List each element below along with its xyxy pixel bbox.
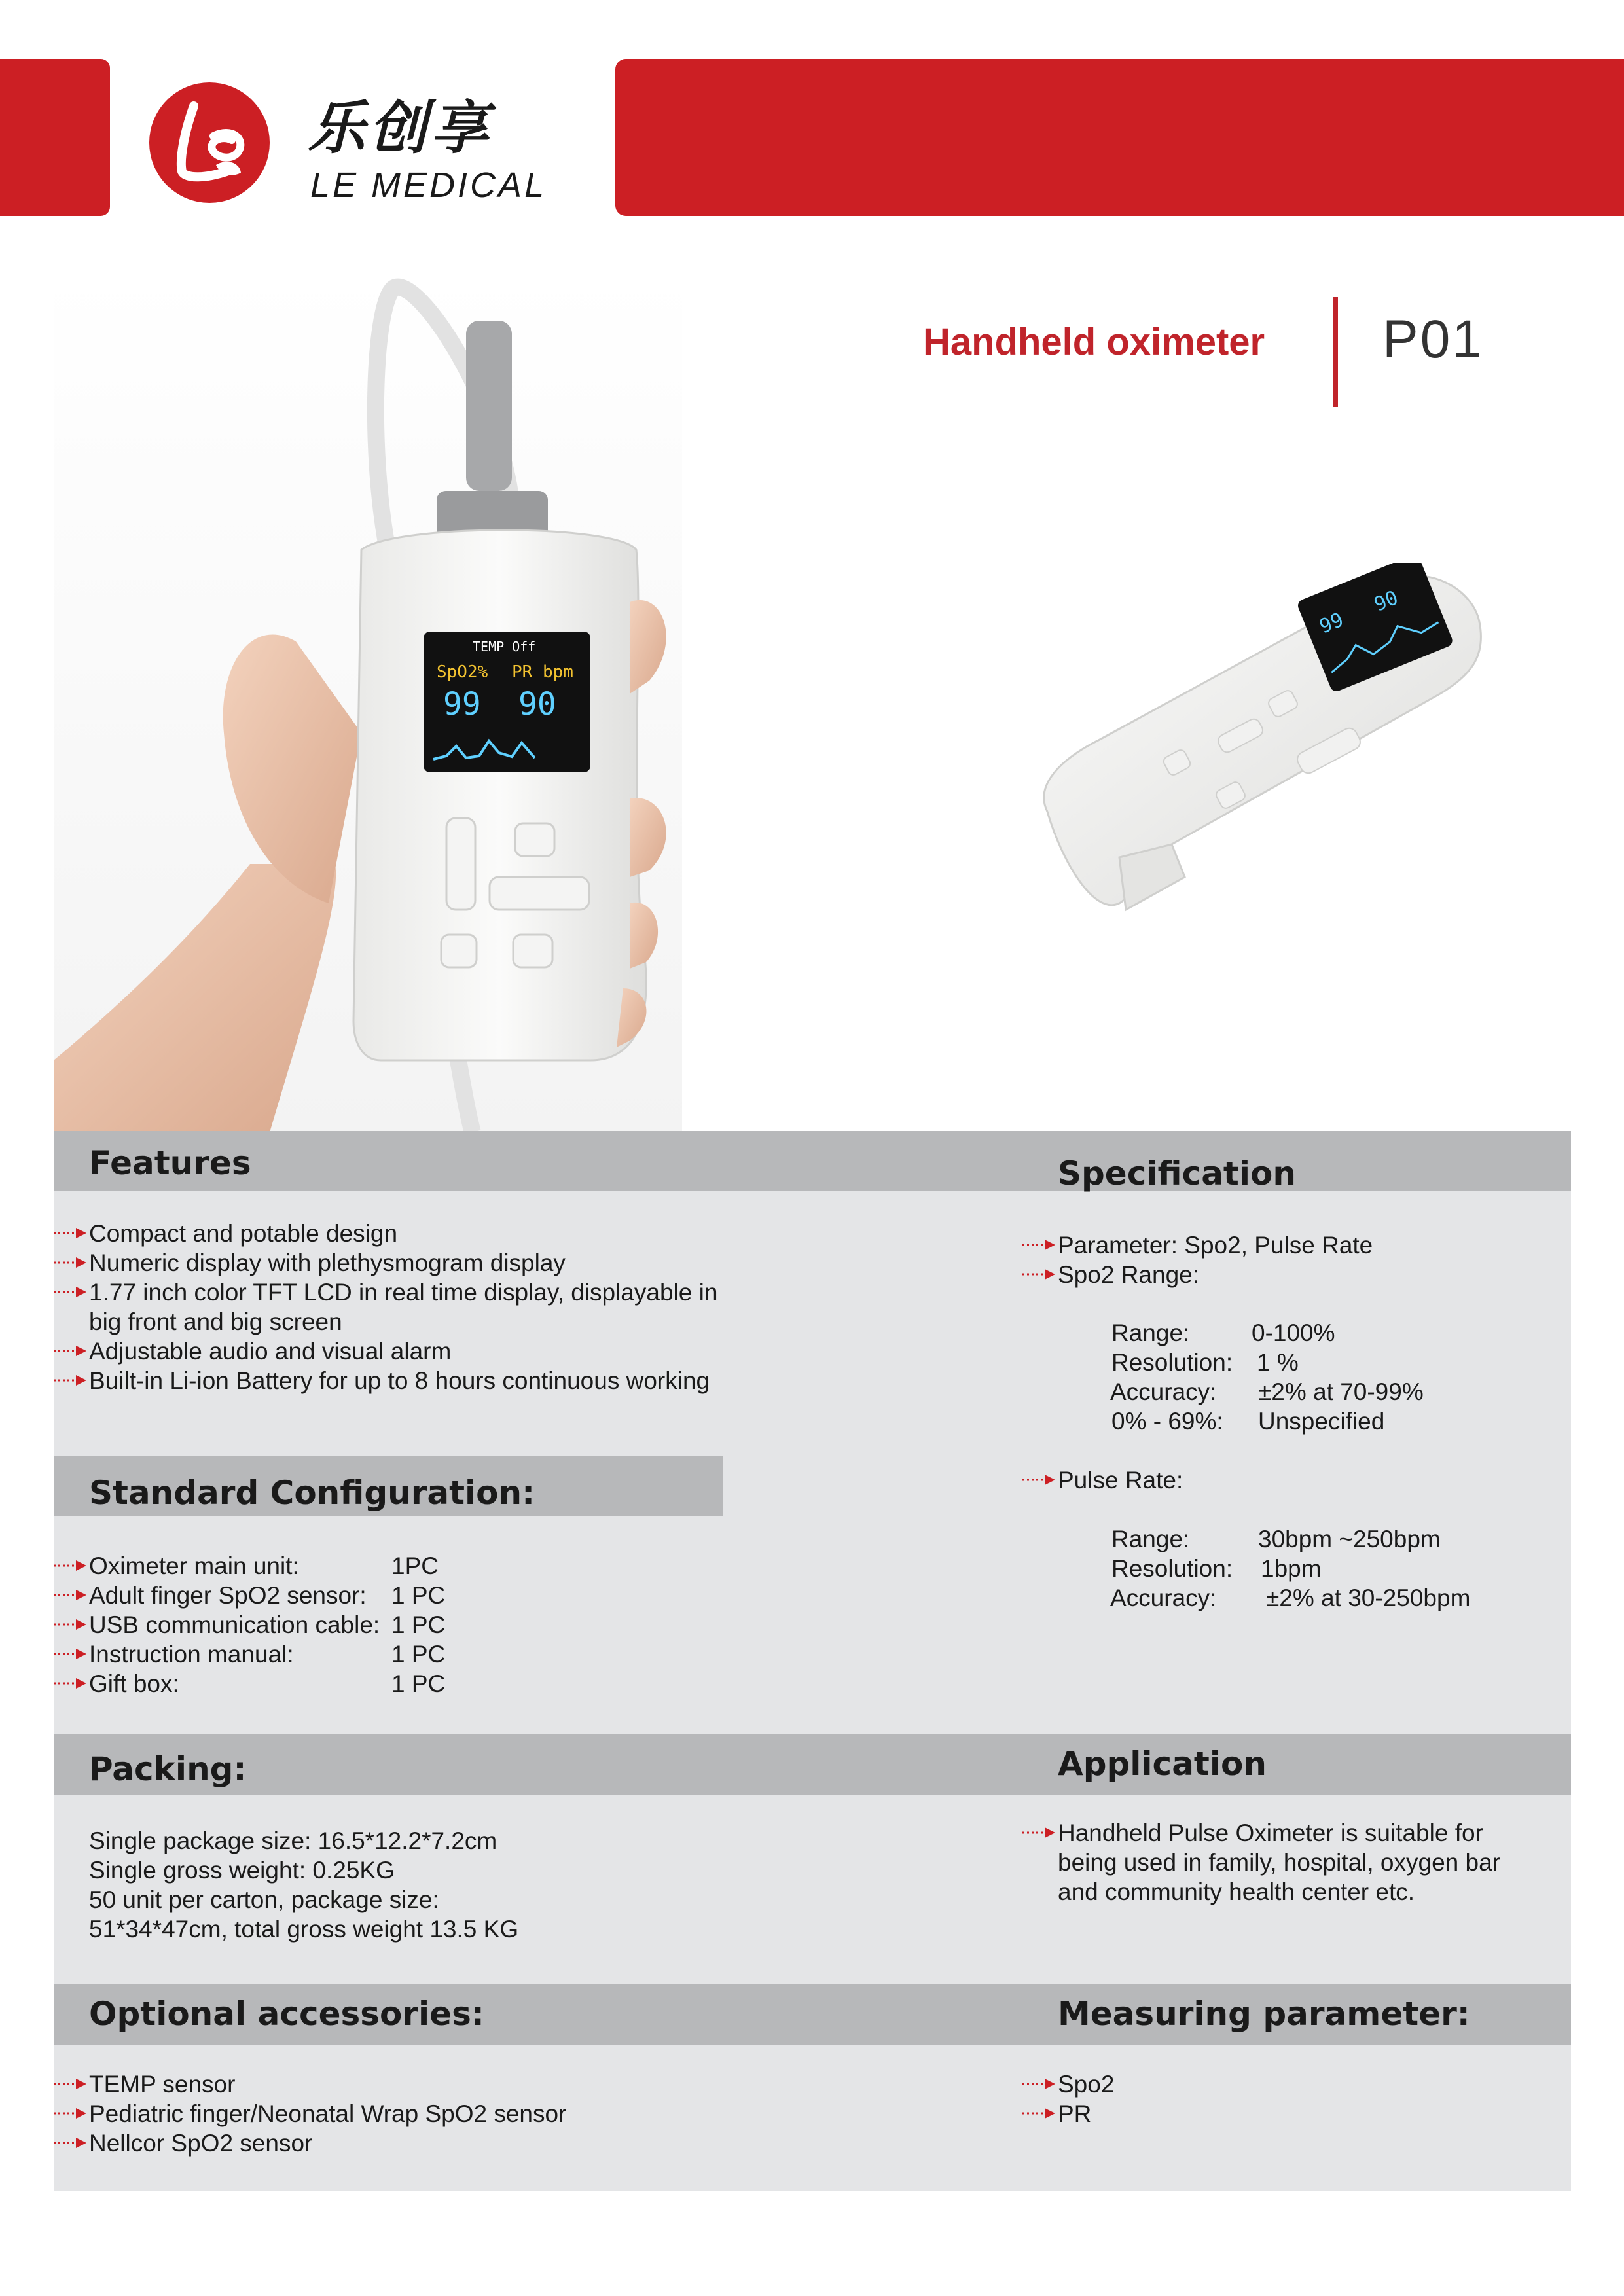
accessory-item: Nellcor SpO2 sensor (89, 2130, 313, 2157)
features-item: Numeric display with plethysmogram display (89, 1249, 566, 1276)
arrow-bullet-icon (54, 1374, 89, 1387)
arrow-bullet-icon (54, 1647, 89, 1660)
arrow-bullet-icon (1022, 1238, 1058, 1251)
arrow-bullet-icon (54, 1588, 89, 1602)
spec-spo2-label: 0% - 69%: (1111, 1408, 1223, 1435)
svg-text:90: 90 (518, 686, 556, 723)
application-line: being used in family, hospital, oxygen bar (1058, 1849, 1500, 1876)
spec-spo2-label: Resolution: (1111, 1349, 1233, 1376)
spec-spo2-range-heading: Spo2 Range: (1058, 1261, 1200, 1288)
spec-spo2-value: 1 % (1257, 1349, 1299, 1376)
spec-pr-value: 30bpm ~250bpm (1258, 1526, 1441, 1552)
spec-spo2-value: Unspecified (1258, 1408, 1385, 1435)
config-item-qty: 1 PC (391, 1582, 446, 1609)
product-model: P01 (1382, 310, 1484, 369)
arrow-bullet-icon (1022, 1826, 1058, 1839)
svg-text:PR bpm: PR bpm (512, 662, 573, 682)
arrow-bullet-icon (1022, 1268, 1058, 1281)
spec-pr-label: Range: (1111, 1526, 1190, 1552)
config-item-name: Gift box: (89, 1670, 179, 1697)
spec-spo2-label: Range: (1111, 1319, 1190, 1346)
section-header-bar-packing (54, 1734, 1571, 1795)
standard-configuration-title: Standard Configuration: (89, 1474, 535, 1512)
config-item-name: Adult finger SpO2 sensor: (89, 1582, 367, 1609)
svg-text:TEMP Off: TEMP Off (473, 639, 536, 655)
spec-pr-label: Accuracy: (1110, 1585, 1217, 1611)
arrow-bullet-icon (54, 1677, 89, 1690)
features-item: Built-in Li-ion Battery for up to 8 hours continuous working (89, 1367, 710, 1394)
header-bar-left (0, 59, 110, 216)
arrow-bullet-icon (54, 2136, 89, 2149)
svg-text:SpO2%: SpO2% (437, 662, 488, 682)
svg-text:90: 90 (1371, 586, 1401, 617)
arrow-bullet-icon (54, 1285, 89, 1299)
spec-pr-value: 1bpm (1261, 1555, 1322, 1582)
measuring-parameter-title: Measuring parameter: (1058, 1995, 1470, 2033)
arrow-bullet-icon (1022, 1473, 1058, 1486)
spec-spo2-value: ±2% at 70-99% (1258, 1378, 1424, 1405)
product-photo-handheld (54, 275, 682, 1132)
arrow-bullet-icon (54, 1344, 89, 1357)
features-item: Compact and potable design (89, 1220, 398, 1247)
features-item: 1.77 inch color TFT LCD in real time display, displayable in (89, 1279, 718, 1306)
spec-spo2-value: 0-100% (1252, 1319, 1335, 1346)
arrow-bullet-icon (54, 2107, 89, 2120)
features-title: Features (89, 1144, 251, 1182)
accessory-item: TEMP sensor (89, 2071, 236, 2098)
config-item-qty: 1 PC (391, 1670, 446, 1697)
product-title: Handheld oximeter (923, 321, 1265, 363)
features-item-continuation: big front and big screen (89, 1308, 342, 1335)
arrow-bullet-icon (54, 2077, 89, 2090)
optional-accessories-title: Optional accessories: (89, 1995, 484, 2033)
application-title: Application (1058, 1745, 1267, 1783)
arrow-bullet-icon (1022, 2077, 1058, 2090)
arrow-bullet-icon (54, 1618, 89, 1631)
packing-title: Packing: (89, 1750, 247, 1788)
arrow-bullet-icon (54, 1227, 89, 1240)
section-header-bar-top (54, 1131, 1571, 1191)
spec-pr-value: ±2% at 30-250bpm (1266, 1585, 1471, 1611)
features-item: Adjustable audio and visual alarm (89, 1338, 452, 1365)
svg-text:99: 99 (443, 686, 481, 723)
spec-pr-label: Resolution: (1111, 1555, 1233, 1582)
measuring-item: PR (1058, 2100, 1092, 2127)
spec-spo2-label: Accuracy: (1110, 1378, 1217, 1405)
arrow-bullet-icon (1022, 2107, 1058, 2120)
brand-logo-icon (148, 81, 271, 204)
accessory-item: Pediatric finger/Neonatal Wrap SpO2 sensor (89, 2100, 567, 2127)
brand-name-en: LE MEDICAL (310, 166, 547, 205)
packing-line: 50 unit per carton, package size: (89, 1886, 439, 1913)
application-line: Handheld Pulse Oximeter is suitable for (1058, 1820, 1483, 1846)
arrow-bullet-icon (54, 1559, 89, 1572)
packing-line: Single package size: 16.5*12.2*7.2cm (89, 1827, 497, 1854)
config-item-name: Oximeter main unit: (89, 1552, 299, 1579)
title-divider (1333, 297, 1338, 407)
spec-parameter: Parameter: Spo2, Pulse Rate (1058, 1232, 1373, 1259)
config-item-qty: 1PC (391, 1552, 439, 1579)
packing-line: Single gross weight: 0.25KG (89, 1857, 395, 1884)
application-line: and community health center etc. (1058, 1878, 1415, 1905)
config-item-name: Instruction manual: (89, 1641, 294, 1668)
spec-pulse-rate-heading: Pulse Rate: (1058, 1467, 1183, 1494)
config-item-name: USB communication cable: (89, 1611, 380, 1638)
specification-title: Specification (1058, 1155, 1296, 1193)
svg-text:99: 99 (1316, 608, 1347, 639)
brand-name-cn: 乐创享 (308, 94, 493, 162)
measuring-item: Spo2 (1058, 2071, 1115, 2098)
packing-line: 51*34*47cm, total gross weight 13.5 KG (89, 1916, 519, 1943)
arrow-bullet-icon (54, 1256, 89, 1269)
header-bar-right (615, 59, 1624, 216)
config-item-qty: 1 PC (391, 1611, 446, 1638)
product-photo-angled (1021, 563, 1492, 929)
config-item-qty: 1 PC (391, 1641, 446, 1668)
